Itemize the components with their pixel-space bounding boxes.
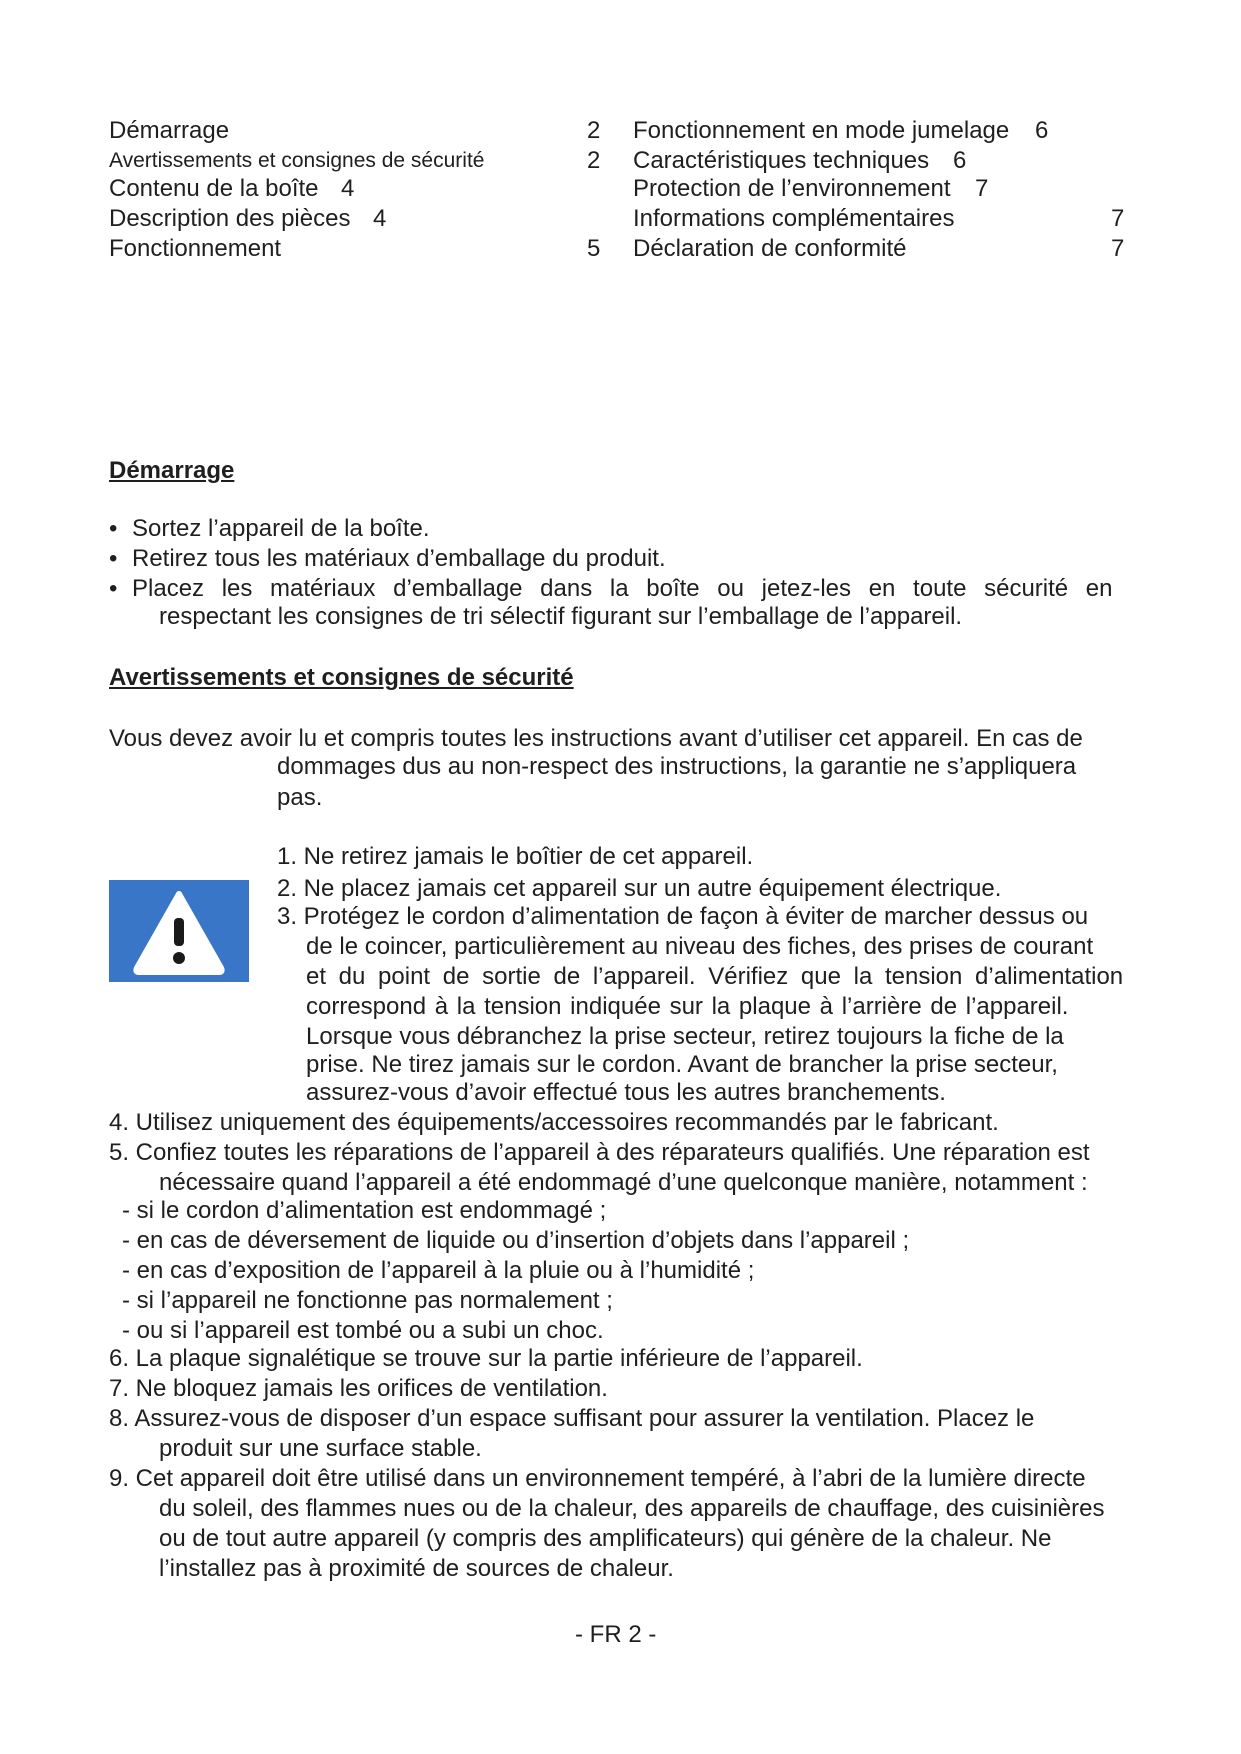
toc-right-title-4[interactable]: Informations complémentaires [633, 205, 955, 232]
list-item-continued: prise. Ne tirez jamais sur le cordon. Avant de brancher la prise secteur, [306, 1051, 1058, 1078]
intro-text: Vous devez avoir lu et compris toutes les instructions avant d’utiliser cet appareil. En cas de [109, 725, 1083, 752]
list-item: Sortez l’appareil de la boîte. [132, 515, 430, 542]
list-item: 3. Protégez le cordon d’alimentation de façon à éviter de marcher dessus ou [277, 903, 1089, 930]
list-item: 8. Assurez-vous de disposer d’un espace suffisant pour assurer la ventilation. Placez le [109, 1405, 1035, 1432]
list-item-continued: ou de tout autre appareil (y compris des amplificateurs) qui génère de la chaleur. Ne [159, 1525, 1052, 1552]
toc-left-page-4: 4 [373, 205, 387, 232]
list-item: Retirez tous les matériaux d’emballage du produit. [132, 545, 666, 572]
toc-right-title-3[interactable]: Protection de l’environnement [633, 175, 951, 202]
toc-left-page-2: 2 [587, 147, 601, 174]
bullet-1: • [109, 515, 118, 542]
toc-left-title-5[interactable]: Fonctionnement [109, 235, 282, 262]
sub-item: - si le cordon d’alimentation est endommagé ; [122, 1197, 607, 1224]
list-item: Placez les matériaux d’emballage dans la boîte ou jetez-les en toute sécurité en [132, 575, 1113, 602]
list-item: 1. Ne retirez jamais le boîtier de cet appareil. [277, 843, 754, 870]
list-item: 5. Confiez toutes les réparations de l’appareil à des réparateurs qualifiés. Une réparation est [109, 1139, 1090, 1166]
list-item-continued: correspond à la tension indiquée sur la plaque à l’arrière de l’appareil. [306, 993, 1069, 1020]
sub-item: - en cas d’exposition de l’appareil à la pluie ou à l’humidité ; [122, 1257, 755, 1284]
toc-right-page-5: 7 [1111, 235, 1125, 262]
list-item-continued: du soleil, des flammes nues ou de la chaleur, des appareils de chauffage, des cuisinières [159, 1495, 1105, 1522]
toc-right-page-1: 6 [1035, 117, 1049, 144]
intro-text: dommages dus au non-respect des instructions, la garantie ne s’appliquera [277, 753, 1077, 780]
list-item-continued: de le coincer, particulièrement au niveau des fiches, des prises de courant [306, 933, 1094, 960]
toc-left-title-2[interactable]: Avertissements et consignes de sécurité [109, 149, 485, 172]
toc-right-page-3: 7 [975, 175, 989, 202]
list-item-continued: nécessaire quand l’appareil a été endommagé d’une quelconque manière, notamment : [159, 1169, 1088, 1196]
toc-right-title-2[interactable]: Caractéristiques techniques [633, 147, 930, 174]
bullet-3: • [109, 575, 118, 602]
list-item: 2. Ne placez jamais cet appareil sur un autre équipement électrique. [277, 875, 1002, 902]
list-item: 9. Cet appareil doit être utilisé dans un environnement tempéré, à l’abri de la lumière directe [109, 1465, 1086, 1492]
list-item-continued: respectant les consignes de tri sélectif figurant sur l’emballage de l’appareil. [159, 603, 963, 630]
list-item-continued: et du point de sortie de l’appareil. Vérifiez que la tension d’alimentation [306, 963, 1124, 990]
intro-text: pas. [277, 784, 323, 811]
toc-right-page-2: 6 [953, 147, 967, 174]
toc-left-title-3[interactable]: Contenu de la boîte [109, 175, 319, 202]
list-item: 4. Utilisez uniquement des équipements/accessoires recommandés par le fabricant. [109, 1109, 999, 1136]
toc-left-page-1: 2 [587, 117, 601, 144]
sub-item: - ou si l’appareil est tombé ou a subi un choc. [122, 1317, 604, 1344]
list-item-continued: assurez-vous d’avoir effectué tous les autres branchements. [306, 1079, 946, 1106]
list-item: 7. Ne bloquez jamais les orifices de ventilation. [109, 1375, 608, 1402]
toc-right-title-5[interactable]: Déclaration de conformité [633, 235, 907, 262]
toc-right-title-1[interactable]: Fonctionnement en mode jumelage [633, 117, 1010, 144]
sub-item: - si l’appareil ne fonctionne pas normalement ; [122, 1287, 613, 1314]
warning-triangle-icon [109, 880, 249, 982]
list-item: 6. La plaque signalétique se trouve sur la partie inférieure de l’appareil. [109, 1345, 863, 1372]
page-number: - FR 2 - [575, 1621, 657, 1648]
toc-left-page-5: 5 [587, 235, 601, 262]
list-item-continued: produit sur une surface stable. [159, 1435, 482, 1462]
sub-item: - en cas de déversement de liquide ou d’insertion d’objets dans l’appareil ; [122, 1227, 910, 1254]
toc-right-page-4: 7 [1111, 205, 1125, 232]
section-heading-demarrage: Démarrage [109, 457, 235, 484]
bullet-2: • [109, 545, 118, 572]
section-heading-avertissements: Avertissements et consignes de sécurité [109, 664, 574, 691]
toc-left-title-4[interactable]: Description des pièces [109, 205, 351, 232]
list-item-continued: l’installez pas à proximité de sources de chaleur. [159, 1555, 674, 1582]
toc-left-page-3: 4 [341, 175, 355, 202]
toc-left-title-1[interactable]: Démarrage [109, 117, 230, 144]
list-item-continued: Lorsque vous débranchez la prise secteur, retirez toujours la fiche de la [306, 1023, 1064, 1050]
